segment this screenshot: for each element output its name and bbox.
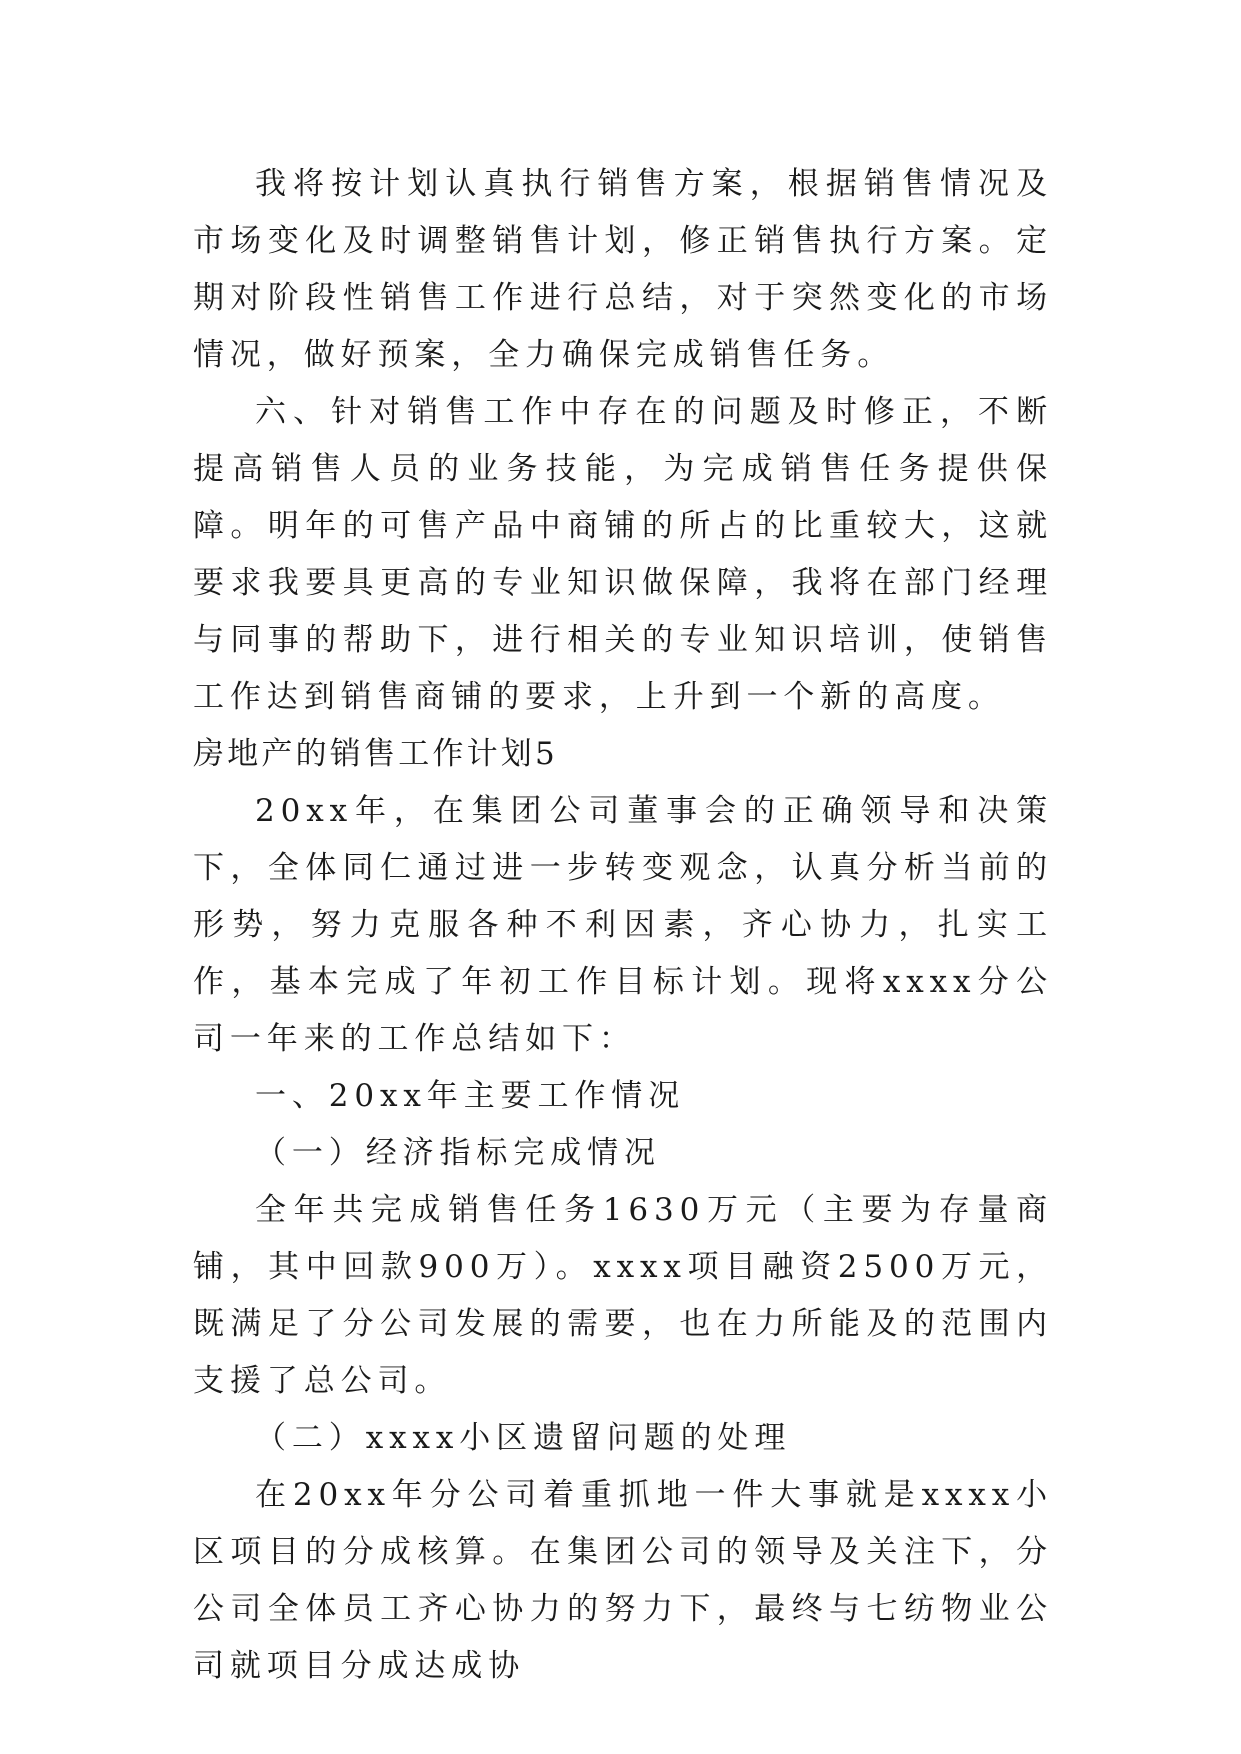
paragraph-project-accounting: 在20xx年分公司着重抓地一件大事就是xxxx小区项目的分成核算。在集团公司的领导及关注下，分公司全体员工齐心协力的努力下，最终与七纺物业公司就项目分成达成协 xyxy=(193,1477,1053,1684)
document-body xyxy=(193,156,1053,1695)
section-heading: 房地产的销售工作计划5 xyxy=(193,736,558,772)
paragraph-annual-summary: 20xx年，在集团公司董事会的正确领导和决策下，全体同仁通过进一步转变观念，认真分析当前的形势，努力克服各种不利因素，齐心协力，扎实工作，基本完成了年初工作目标计划。现将xxxx分公司一年来的工作总结如下： xyxy=(193,793,1053,1057)
paragraph-item-six: 六、针对销售工作中存在的问题及时修正，不断提高销售人员的业务技能，为完成销售任务提供保障。明年的可售产品中商铺的所占的比重较大，这就要求我要具更高的专业知识做保障，我将在部门经理与同事的帮助下，进行相关的专业知识培训，使销售工作达到销售商铺的要求，上升到一个新的高度。 xyxy=(193,394,1053,715)
subheading-main-work: 一、20xx年主要工作情况 xyxy=(255,1078,686,1114)
subheading-legacy-issues: （二）xxxx小区遗留问题的处理 xyxy=(255,1420,792,1456)
paragraph-sales-results: 全年共完成销售任务1630万元（主要为存量商铺，其中回款900万）。xxxx项目融资2500万元，既满足了分公司发展的需要，也在力所能及的范围内支援了总公司。 xyxy=(193,1192,1053,1399)
paragraph-sales-execution: 我将按计划认真执行销售方案，根据销售情况及市场变化及时调整销售计划，修正销售执行方案。定期对阶段性销售工作进行总结，对于突然变化的市场情况，做好预案，全力确保完成销售任务。 xyxy=(193,166,1053,373)
subheading-economic-indicators: （一）经济指标完成情况 xyxy=(255,1135,661,1171)
